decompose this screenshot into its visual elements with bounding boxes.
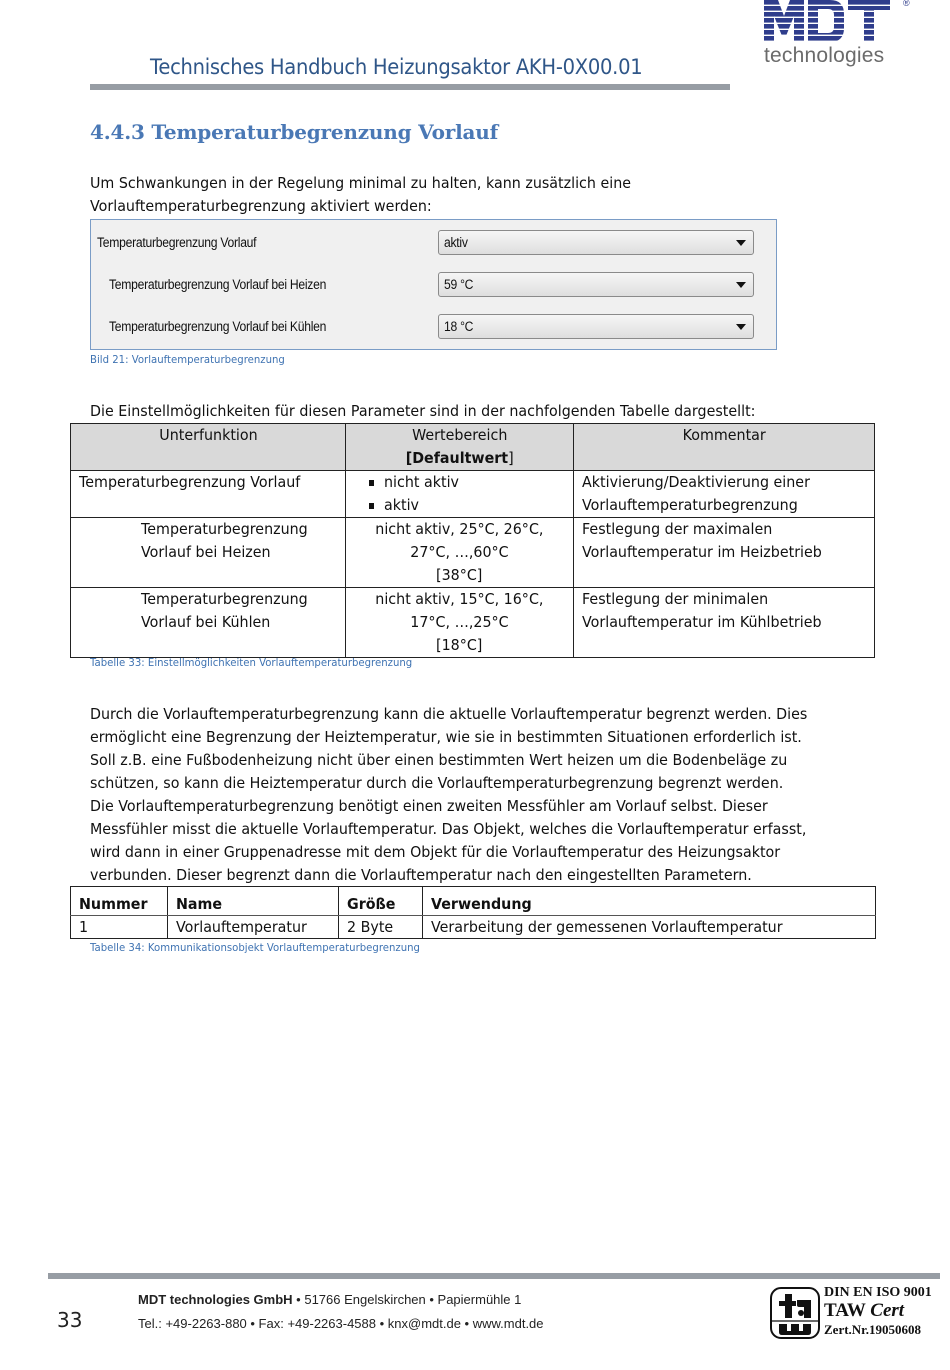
table-row: [71, 588, 875, 658]
cell-function: Temperaturbegrenzung Vorlauf bei Heizen: [71, 518, 346, 588]
cell-range: nicht aktiv, 15°C, 16°C, 17°C, …,25°C [18°C]: [346, 588, 574, 658]
footer-contact: Tel.: +49-2263-880 • Fax: +49-2263-4588 • knx@mdt.de • www.mdt.de: [138, 1316, 544, 1331]
select-value: 59 °C: [444, 277, 474, 292]
cell-comment: Festlegung der minimalen Vorlauftemperatur im Kühlbetrieb: [574, 588, 875, 658]
table-header-row: [71, 424, 875, 471]
cell-comment: Festlegung der maximalen Vorlauftemperatur im Heizbetrieb: [574, 518, 875, 588]
table-caption: Tabelle 33: Einstellmöglichkeiten Vorlauftemperaturbegrenzung: [90, 656, 413, 669]
address: • 51766 Engelskirchen • Papiermühle 1: [292, 1292, 522, 1307]
cell-range: [346, 471, 574, 518]
cert-standard: DIN EN ISO 9001: [824, 1285, 932, 1300]
section-heading: 4.4.3 Temperaturbegrenzung Vorlauf: [90, 120, 498, 144]
select-vorlauf[interactable]: [438, 230, 754, 255]
table-caption: Tabelle 34: Kommunikationsobjekt Vorlauftemperaturbegrenzung: [90, 941, 420, 954]
select-value: aktiv: [444, 235, 468, 250]
paragraph-line: verbunden. Dieser begrenzt dann die Vorlauftemperatur nach den eingestellten Parametern.: [90, 866, 752, 884]
header-verwendung: Verwendung: [423, 887, 876, 916]
cell-nummer: 1: [71, 916, 168, 939]
intro-line: Vorlauftemperaturbegrenzung aktiviert werden:: [90, 197, 432, 215]
select-heizen[interactable]: [438, 272, 754, 297]
param-label-kuehlen: Temperaturbegrenzung Vorlauf bei Kühlen: [109, 319, 327, 334]
figure-caption: Bild 21: Vorlauftemperaturbegrenzung: [90, 353, 285, 366]
footer-rule: [48, 1273, 940, 1279]
cert-number: Zert.Nr.19050608: [824, 1322, 922, 1337]
paragraph-line: schützen, so kann die Heiztemperatur durch die Vorlauftemperaturbegrenzung begrenzt werden.: [90, 774, 784, 792]
table-header-row: [71, 887, 876, 916]
table-row: [71, 471, 875, 518]
range-option: nicht aktiv: [384, 471, 565, 494]
paragraph-line: Durch die Vorlauftemperaturbegrenzung kann die aktuelle Vorlauftemperatur begrenzt werden. Dies: [90, 705, 808, 723]
param-label-vorlauf: Temperaturbegrenzung Vorlauf: [97, 235, 257, 250]
header-wertebereich: Wertebereich [Defaultwert]: [346, 424, 574, 471]
mdt-logo: [764, 0, 914, 75]
cell-function: Temperaturbegrenzung Vorlauf: [71, 471, 346, 518]
select-kuehlen[interactable]: [438, 314, 754, 339]
cell-verwendung: Verarbeitung der gemessenen Vorlauftemperatur: [423, 916, 876, 939]
table-row: [71, 518, 875, 588]
logo-subtitle: technologies: [764, 44, 885, 67]
registered-mark: ®: [903, 0, 910, 8]
header-unterfunktion: Unterfunktion: [71, 424, 346, 471]
document-header-title: Technisches Handbuch Heizungsaktor AKH-0X00.01: [150, 55, 643, 79]
header-name: Name: [168, 887, 339, 916]
paragraph-line: Soll z.B. eine Fußbodenheizung nicht über einen bestimmten Wert heizen um die Bodenbeläge zu: [90, 751, 788, 769]
cell-name: Vorlauftemperatur: [168, 916, 339, 939]
cell-range: nicht aktiv, 25°C, 26°C, 27°C, …,60°C [38°C]: [346, 518, 574, 588]
intro-line: Um Schwankungen in der Regelung minimal zu halten, kann zusätzlich eine: [90, 174, 632, 192]
communication-object-table: [70, 886, 876, 939]
dropdown-arrow-icon: [736, 324, 746, 330]
paragraph-line: wird dann in einer Gruppenadresse mit dem Objekt für die Vorlauftemperatur des Heizungsaktor: [90, 843, 781, 861]
certification-text: [824, 1284, 932, 1339]
default-label: [Defaultwert: [405, 449, 508, 467]
page-number: 33: [57, 1308, 83, 1332]
settings-table: [70, 423, 875, 658]
paragraph-line: Messfühler misst die aktuelle Vorlauftemperatur. Das Objekt, welches die Vorlauftemperatur erfasst,: [90, 820, 807, 838]
cell-groesse: 2 Byte: [339, 916, 423, 939]
taw-cert-logo-icon: [770, 1287, 820, 1339]
header-rule: [90, 84, 730, 90]
range-option: aktiv: [384, 494, 565, 517]
table-intro-text: Die Einstellmöglichkeiten für diesen Parameter sind in der nachfolgenden Tabelle dargestellt:: [90, 402, 756, 420]
header-nummer: Nummer: [71, 887, 168, 916]
select-value: 18 °C: [444, 319, 474, 334]
cell-comment: Aktivierung/Deaktivierung einer Vorlauftemperaturbegrenzung: [574, 471, 875, 518]
mdt-wordmark-icon: [764, 0, 892, 44]
dropdown-arrow-icon: [736, 240, 746, 246]
dropdown-arrow-icon: [736, 282, 746, 288]
body-paragraph: [90, 703, 807, 887]
header-groesse: Größe: [339, 887, 423, 916]
cell-function: Temperaturbegrenzung Vorlauf bei Kühlen: [71, 588, 346, 658]
paragraph-line: Die Vorlauftemperaturbegrenzung benötigt einen zweiten Messfühler am Vorlauf selbst. Dieser: [90, 797, 768, 815]
paragraph-line: ermöglicht eine Begrenzung der Heiztemperatur, wie sie in bestimmten Situationen erforderlich ist.: [90, 728, 802, 746]
footer-address: [138, 1292, 521, 1307]
company-name: MDT technologies GmbH: [138, 1292, 293, 1307]
cert-name: TAW Cert: [824, 1300, 905, 1321]
parameter-dialog: [90, 219, 777, 350]
intro-text: [90, 172, 631, 218]
range-options-list: [354, 471, 565, 517]
param-label-heizen: Temperaturbegrenzung Vorlauf bei Heizen: [109, 277, 327, 292]
header-kommentar: Kommentar: [574, 424, 875, 471]
table-row: [71, 916, 876, 939]
